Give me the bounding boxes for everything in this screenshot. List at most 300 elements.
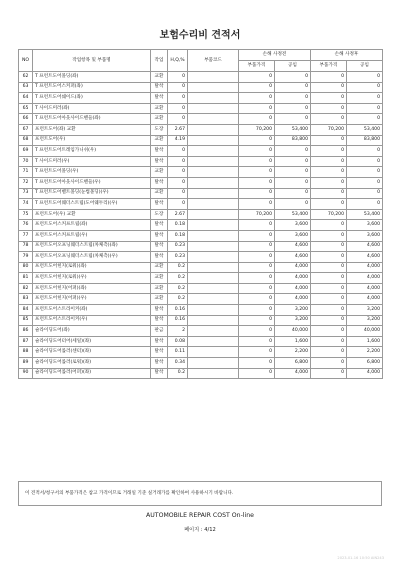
row-no: 86 <box>19 326 33 337</box>
row-hours: 0 <box>168 167 188 178</box>
row-labor-after: 6,800 <box>347 358 383 369</box>
row-part-code <box>188 209 239 220</box>
row-labor-after: 4,600 <box>347 252 383 263</box>
header-part-price-after: 부품가격 <box>311 61 347 72</box>
row-no: 62 <box>19 72 33 83</box>
table-row <box>19 146 383 157</box>
row-work: 교환 <box>151 135 168 146</box>
row-labor-before: 4,000 <box>275 262 311 273</box>
header-labor-after: 공임 <box>347 61 383 72</box>
table-row <box>19 347 383 358</box>
row-labor-before: 0 <box>275 177 311 188</box>
row-part-code <box>188 103 239 114</box>
row-labor-after: 4,600 <box>347 241 383 252</box>
row-part-code <box>188 199 239 210</box>
row-part-price-before: 0 <box>239 135 275 146</box>
estimate-rows <box>19 72 383 379</box>
row-part-price-after: 0 <box>311 273 347 284</box>
row-part-price-before: 0 <box>239 114 275 125</box>
table-row <box>19 72 383 83</box>
row-work: 탈착 <box>151 230 168 241</box>
row-hours: 0.2 <box>168 294 188 305</box>
row-work: 탈착 <box>151 368 168 379</box>
row-labor-before: 0 <box>275 167 311 178</box>
table-row <box>19 114 383 125</box>
row-part-price-before: 70,200 <box>239 209 275 220</box>
row-labor-before: 0 <box>275 82 311 93</box>
row-part-code <box>188 177 239 188</box>
row-labor-before: 4,600 <box>275 252 311 263</box>
row-no: 69 <box>19 146 33 157</box>
row-hours: 0 <box>168 114 188 125</box>
row-labor-before: 1,600 <box>275 336 311 347</box>
row-hours: 0 <box>168 188 188 199</box>
row-no: 75 <box>19 209 33 220</box>
row-hours: 0 <box>168 177 188 188</box>
row-item: 프런트도어스트라이커(우) <box>33 315 151 326</box>
row-no: 87 <box>19 336 33 347</box>
row-no: 80 <box>19 262 33 273</box>
row-part-price-before: 0 <box>239 199 275 210</box>
row-item: T 프런트도어몰딩(우) <box>33 167 151 178</box>
row-part-code <box>188 368 239 379</box>
row-work: 판금 <box>151 326 168 337</box>
row-no: 65 <box>19 103 33 114</box>
footer-brand: AUTOMOBILE REPAIR COST On-line <box>146 512 254 519</box>
row-part-code <box>188 188 239 199</box>
row-part-code <box>188 114 239 125</box>
row-part-code <box>188 252 239 263</box>
row-no: 73 <box>19 188 33 199</box>
table-row <box>19 262 383 273</box>
row-labor-after: 0 <box>347 72 383 83</box>
row-item: T 프런트도어쉐이드(좌) <box>33 93 151 104</box>
table-row <box>19 368 383 379</box>
row-no: 72 <box>19 177 33 188</box>
row-hours: 0.16 <box>168 305 188 316</box>
row-no: 76 <box>19 220 33 231</box>
row-no: 68 <box>19 135 33 146</box>
row-work: 탈착 <box>151 93 168 104</box>
document-title: 보험수리비 견적서 <box>159 30 241 41</box>
row-labor-after: 0 <box>347 167 383 178</box>
row-part-code <box>188 220 239 231</box>
row-no: 74 <box>19 199 33 210</box>
row-labor-after: 4,000 <box>347 368 383 379</box>
row-labor-after: 0 <box>347 114 383 125</box>
row-no: 67 <box>19 124 33 135</box>
row-labor-after: 4,000 <box>347 294 383 305</box>
row-part-price-after: 0 <box>311 305 347 316</box>
table-row <box>19 305 383 316</box>
row-part-price-after: 0 <box>311 167 347 178</box>
row-labor-before: 3,600 <box>275 230 311 241</box>
row-part-price-before: 0 <box>239 315 275 326</box>
row-labor-before: 0 <box>275 199 311 210</box>
row-part-price-before: 0 <box>239 93 275 104</box>
row-part-price-before: 0 <box>239 368 275 379</box>
row-work: 교환 <box>151 114 168 125</box>
row-item: 슬라이딩도어롤러(어퍼)(좌) <box>33 368 151 379</box>
row-work: 탈착 <box>151 358 168 369</box>
row-item: T 사이드미러(우) <box>33 156 151 167</box>
row-part-price-before: 0 <box>239 305 275 316</box>
row-hours: 0.16 <box>168 315 188 326</box>
row-labor-after: 0 <box>347 82 383 93</box>
row-part-price-before: 0 <box>239 72 275 83</box>
row-labor-before: 0 <box>275 156 311 167</box>
row-labor-after: 4,000 <box>347 262 383 273</box>
row-part-price-after: 0 <box>311 368 347 379</box>
row-labor-before: 2,200 <box>275 347 311 358</box>
row-item: 프런트도어스트라이커(좌) <box>33 305 151 316</box>
row-part-price-before: 0 <box>239 252 275 263</box>
row-labor-after: 53,400 <box>347 124 383 135</box>
row-labor-after: 83,800 <box>347 135 383 146</box>
row-labor-after: 3,600 <box>347 220 383 231</box>
row-labor-before: 0 <box>275 188 311 199</box>
row-part-price-after: 0 <box>311 326 347 337</box>
row-work: 탈착 <box>151 146 168 157</box>
row-hours: 2.67 <box>168 124 188 135</box>
row-hours: 0.18 <box>168 230 188 241</box>
row-part-code <box>188 262 239 273</box>
row-labor-before: 83,800 <box>275 135 311 146</box>
row-no: 63 <box>19 82 33 93</box>
row-no: 77 <box>19 230 33 241</box>
table-row <box>19 273 383 284</box>
row-no: 90 <box>19 368 33 379</box>
row-item: 프런트도어오프닝웨더스트립(차체측)(좌) <box>33 241 151 252</box>
header-before-group: 손해 사정전 <box>239 50 311 61</box>
row-item: 프런트도어스커프트립(우) <box>33 230 151 241</box>
row-part-code <box>188 315 239 326</box>
row-part-price-before: 0 <box>239 336 275 347</box>
table-row <box>19 358 383 369</box>
table-row <box>19 156 383 167</box>
row-part-price-after: 0 <box>311 283 347 294</box>
row-labor-before: 3,600 <box>275 220 311 231</box>
row-item: 슬라이딩도어(좌) <box>33 326 151 337</box>
row-work: 도장 <box>151 124 168 135</box>
row-labor-before: 4,000 <box>275 368 311 379</box>
page-indicator: 페이지 : 4/12 <box>184 527 216 533</box>
row-hours: 0.23 <box>168 241 188 252</box>
row-labor-after: 4,000 <box>347 273 383 284</box>
header-item: 작업항목 및 부품명 <box>33 50 151 72</box>
row-no: 78 <box>19 241 33 252</box>
row-part-price-after: 0 <box>311 241 347 252</box>
row-labor-before: 4,600 <box>275 241 311 252</box>
row-labor-before: 40,000 <box>275 326 311 337</box>
row-part-code <box>188 358 239 369</box>
row-no: 85 <box>19 315 33 326</box>
row-hours: 0.08 <box>168 336 188 347</box>
row-part-price-before: 0 <box>239 167 275 178</box>
row-hours: 2.67 <box>168 209 188 220</box>
row-hours: 0.2 <box>168 273 188 284</box>
row-work: 탈착 <box>151 252 168 263</box>
row-part-price-before: 0 <box>239 230 275 241</box>
row-part-price-before: 70,200 <box>239 124 275 135</box>
row-work: 탈착 <box>151 347 168 358</box>
table-row <box>19 199 383 210</box>
header-part-code: 부품코드 <box>188 50 239 72</box>
row-part-price-after: 0 <box>311 82 347 93</box>
row-labor-after: 3,600 <box>347 230 383 241</box>
row-work: 교환 <box>151 188 168 199</box>
row-part-price-after: 0 <box>311 72 347 83</box>
row-hours: 0.2 <box>168 262 188 273</box>
row-labor-before: 4,000 <box>275 273 311 284</box>
row-no: 79 <box>19 252 33 263</box>
row-labor-after: 3,200 <box>347 315 383 326</box>
row-item: T 프런트도어스커퍼(좌) <box>33 82 151 93</box>
row-part-price-after: 70,200 <box>311 209 347 220</box>
row-part-price-after: 0 <box>311 358 347 369</box>
row-item: T 사이드미러(좌) <box>33 103 151 114</box>
table-row <box>19 177 383 188</box>
row-labor-before: 4,000 <box>275 294 311 305</box>
disclaimer-note: 이 견적서/청구서의 부품가격은 참고 가격이므로 거래일 기준 실거래가를 확인하여 사용하시기 바랍니다. <box>18 481 382 506</box>
table-row <box>19 103 383 114</box>
header-labor-before: 공임 <box>275 61 311 72</box>
row-part-code <box>188 72 239 83</box>
row-work: 교환 <box>151 262 168 273</box>
row-item: 슬라이딩도어롤러(로워)(좌) <box>33 358 151 369</box>
row-part-price-after: 0 <box>311 156 347 167</box>
row-part-price-after: 0 <box>311 347 347 358</box>
header-work: 작업 <box>151 50 168 72</box>
row-item: T 프런트도어트레임가니쉬(우) <box>33 146 151 157</box>
row-work: 탈착 <box>151 241 168 252</box>
row-part-price-before: 0 <box>239 156 275 167</box>
row-work: 탈착 <box>151 220 168 231</box>
row-item: 슬라이딩도어터어(세일)(좌) <box>33 336 151 347</box>
row-labor-before: 53,400 <box>275 124 311 135</box>
row-item: 프런트도어힌지(로워)(좌) <box>33 262 151 273</box>
row-item: 프런트도어스커프트립(좌) <box>33 220 151 231</box>
row-part-code <box>188 336 239 347</box>
row-labor-before: 0 <box>275 146 311 157</box>
row-labor-after: 0 <box>347 146 383 157</box>
row-part-price-after: 0 <box>311 315 347 326</box>
row-work: 탈착 <box>151 177 168 188</box>
row-item: 프런트도어(우) <box>33 135 151 146</box>
table-row <box>19 294 383 305</box>
row-part-price-before: 0 <box>239 177 275 188</box>
row-part-price-after: 0 <box>311 230 347 241</box>
row-no: 83 <box>19 294 33 305</box>
row-item: T 프런트도어벨트몰딩(눈썹몰딩)(우) <box>33 188 151 199</box>
row-no: 88 <box>19 347 33 358</box>
row-hours: 0 <box>168 72 188 83</box>
row-part-price-before: 0 <box>239 262 275 273</box>
row-hours: 0 <box>168 156 188 167</box>
row-item: 슬라이딩도어롤러(센터)(좌) <box>33 347 151 358</box>
row-labor-after: 1,600 <box>347 336 383 347</box>
row-hours: 0.2 <box>168 368 188 379</box>
row-no: 70 <box>19 156 33 167</box>
row-work: 탈착 <box>151 336 168 347</box>
row-part-price-after: 0 <box>311 294 347 305</box>
row-part-price-before: 0 <box>239 220 275 231</box>
row-part-price-after: 0 <box>311 177 347 188</box>
table-row <box>19 283 383 294</box>
row-part-code <box>188 294 239 305</box>
row-item: T 프런트도어아웃사이드핸들(우) <box>33 177 151 188</box>
row-hours: 4.19 <box>168 135 188 146</box>
row-part-price-after: 0 <box>311 220 347 231</box>
row-part-code <box>188 156 239 167</box>
row-work: 교환 <box>151 72 168 83</box>
row-no: 84 <box>19 305 33 316</box>
row-labor-after: 0 <box>347 188 383 199</box>
row-no: 89 <box>19 358 33 369</box>
row-part-price-before: 0 <box>239 326 275 337</box>
row-labor-after: 0 <box>347 199 383 210</box>
row-part-price-before: 0 <box>239 283 275 294</box>
row-labor-before: 3,200 <box>275 315 311 326</box>
row-hours: 0.23 <box>168 252 188 263</box>
header-part-price-before: 부품가격 <box>239 61 275 72</box>
row-part-price-after: 0 <box>311 135 347 146</box>
row-no: 81 <box>19 273 33 284</box>
row-part-price-before: 0 <box>239 294 275 305</box>
row-part-code <box>188 273 239 284</box>
row-part-price-before: 0 <box>239 188 275 199</box>
row-no: 82 <box>19 283 33 294</box>
table-row <box>19 252 383 263</box>
row-work: 도장 <box>151 209 168 220</box>
header-after-group: 손해 사정후 <box>311 50 383 61</box>
table-row <box>19 82 383 93</box>
row-part-price-after: 0 <box>311 103 347 114</box>
row-part-price-after: 0 <box>311 336 347 347</box>
row-hours: 0.34 <box>168 358 188 369</box>
table-row <box>19 241 383 252</box>
row-hours: 0 <box>168 199 188 210</box>
row-hours: 0 <box>168 146 188 157</box>
row-hours: 0 <box>168 82 188 93</box>
row-item: 프런트도어(우) 교환 <box>33 209 151 220</box>
row-part-code <box>188 167 239 178</box>
row-labor-before: 0 <box>275 114 311 125</box>
row-part-price-after: 0 <box>311 188 347 199</box>
row-part-code <box>188 146 239 157</box>
row-work: 탈착 <box>151 156 168 167</box>
row-part-price-after: 0 <box>311 262 347 273</box>
row-part-price-after: 0 <box>311 252 347 263</box>
table-row <box>19 230 383 241</box>
row-item: 프런트도어힌지(어퍼)(좌) <box>33 283 151 294</box>
row-hours: 0 <box>168 93 188 104</box>
row-item: 프런트도어힌지(어퍼)(우) <box>33 294 151 305</box>
row-labor-before: 53,400 <box>275 209 311 220</box>
table-row <box>19 135 383 146</box>
table-row <box>19 93 383 104</box>
row-labor-after: 53,400 <box>347 209 383 220</box>
row-hours: 0.2 <box>168 283 188 294</box>
row-part-price-before: 0 <box>239 241 275 252</box>
row-hours: 0.11 <box>168 347 188 358</box>
row-labor-after: 0 <box>347 103 383 114</box>
row-work: 탈착 <box>151 305 168 316</box>
row-part-price-after: 0 <box>311 114 347 125</box>
row-labor-before: 0 <box>275 93 311 104</box>
row-item: 프런트도어힌지(로워)(우) <box>33 273 151 284</box>
row-item: T 프런트도어몰딩(좌) <box>33 72 151 83</box>
row-labor-before: 0 <box>275 103 311 114</box>
row-work: 교환 <box>151 273 168 284</box>
row-part-price-after: 0 <box>311 93 347 104</box>
row-labor-after: 4,000 <box>347 283 383 294</box>
row-labor-before: 6,800 <box>275 358 311 369</box>
row-part-code <box>188 135 239 146</box>
row-part-price-before: 0 <box>239 273 275 284</box>
row-no: 71 <box>19 167 33 178</box>
row-part-price-before: 0 <box>239 82 275 93</box>
table-row <box>19 336 383 347</box>
row-work: 교환 <box>151 103 168 114</box>
table-row <box>19 167 383 178</box>
row-part-price-before: 0 <box>239 358 275 369</box>
row-labor-before: 3,200 <box>275 305 311 316</box>
row-work: 교환 <box>151 167 168 178</box>
row-labor-before: 4,000 <box>275 283 311 294</box>
print-timestamp: 2023-01-16 10:50 AIN243 <box>337 556 384 560</box>
row-hours: 0 <box>168 103 188 114</box>
row-part-code <box>188 82 239 93</box>
row-labor-after: 40,000 <box>347 326 383 337</box>
row-part-price-after: 0 <box>311 146 347 157</box>
row-part-price-before: 0 <box>239 146 275 157</box>
row-part-code <box>188 230 239 241</box>
row-part-code <box>188 326 239 337</box>
row-work: 탈착 <box>151 82 168 93</box>
row-part-price-after: 0 <box>311 199 347 210</box>
row-labor-after: 2,200 <box>347 347 383 358</box>
row-item: T 프런트도어웨더스트립(도어웨두리)(우) <box>33 199 151 210</box>
header-no: NO <box>19 50 33 72</box>
header-hours: H,Q,% <box>168 50 188 72</box>
row-labor-before: 0 <box>275 72 311 83</box>
row-item: T 프런트도어아웃사이드핸들(좌) <box>33 114 151 125</box>
table-row <box>19 220 383 231</box>
row-no: 64 <box>19 93 33 104</box>
table-row <box>19 315 383 326</box>
row-work: 교환 <box>151 283 168 294</box>
row-part-code <box>188 124 239 135</box>
row-hours: 0.18 <box>168 220 188 231</box>
row-part-price-before: 0 <box>239 347 275 358</box>
row-part-code <box>188 347 239 358</box>
row-item: 프런트도어오프닝웨더스트립(차체측)(우) <box>33 252 151 263</box>
table-row <box>19 326 383 337</box>
row-part-code <box>188 93 239 104</box>
row-part-code <box>188 283 239 294</box>
row-hours: 2 <box>168 326 188 337</box>
row-part-price-before: 0 <box>239 103 275 114</box>
table-row <box>19 188 383 199</box>
row-work: 탈착 <box>151 199 168 210</box>
row-labor-after: 0 <box>347 156 383 167</box>
row-labor-after: 0 <box>347 177 383 188</box>
estimate-table <box>18 49 383 379</box>
row-item: 프런트도어(좌) 교환 <box>33 124 151 135</box>
row-no: 66 <box>19 114 33 125</box>
row-part-price-after: 70,200 <box>311 124 347 135</box>
